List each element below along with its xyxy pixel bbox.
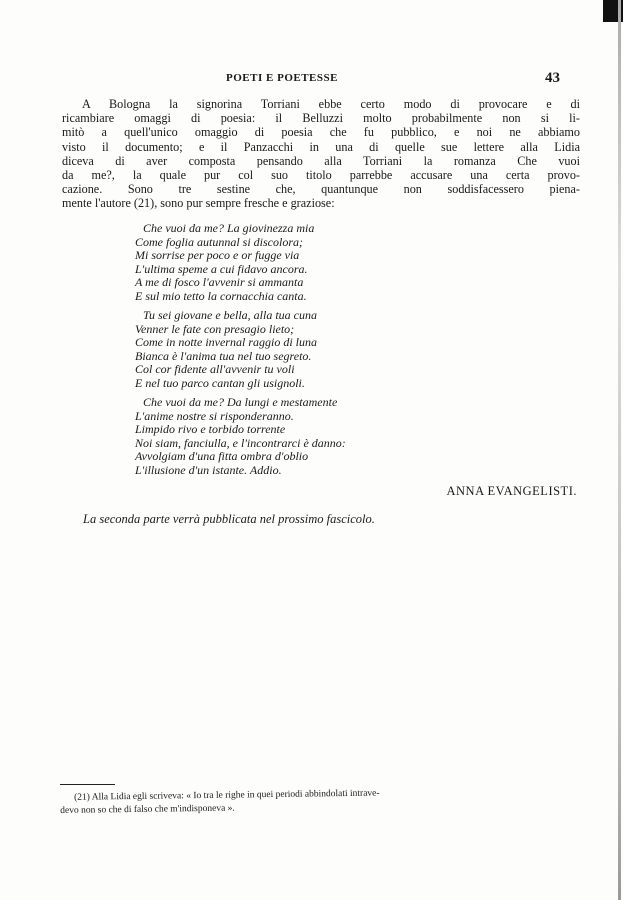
paragraph-line: cazione. Sono tre sestine che, quantunque non soddisfacessero piena- <box>62 182 580 197</box>
verse-line: Avvolgiam d'una fitta ombra d'oblio <box>135 449 309 463</box>
footnote-rule <box>60 784 115 785</box>
verse-line: Bianca è l'anima tua nel tuo segreto. <box>135 348 312 363</box>
paragraph-line: diceva di aver composta pensando alla Torriani la romanza Che vuoi <box>62 153 580 168</box>
footnote <box>60 786 480 818</box>
paragraph-line: A Bologna la signorina Torriani ebbe certo modo di provocare e di <box>82 97 580 111</box>
verse-line: L'ultima speme a cui fidavo ancora. <box>135 261 308 276</box>
footnote-line: devo non so che di falso che m'indisponeva ». <box>60 803 235 816</box>
paragraph-line: mitò a quell'unico omaggio di poesia che fu pubblico, e noi ne abbiamo <box>62 125 580 140</box>
scan-page-edge <box>618 0 621 900</box>
paragraph-line: visto il documento; e il Panzacchi in una di quelle sue lettere alla Lidia <box>62 139 580 154</box>
paragraph-line: ricambiare omaggi di poesia: il Belluzzi molto probabilmente non si li- <box>62 111 580 126</box>
body-paragraph <box>62 97 580 211</box>
verse-line: Come foglia autunnal si discolora; <box>135 234 303 249</box>
running-title: POETI E POETESSE <box>226 72 338 84</box>
paragraph-line: mente l'autore (21), sono pur sempre fresche e graziose: <box>62 196 335 211</box>
verse-line: Venner le fate con presagio lieto; <box>135 321 295 336</box>
verse-line: L'anime nostre si risponderanno. <box>135 408 294 423</box>
verse-line: Noi siam, fanciulla, e l'incontrarci è danno: <box>135 435 346 450</box>
verse-line: Che vuoi da me? Da lungi e mestamente <box>143 395 338 409</box>
verse-line: A me di fosco l'avvenir si ammanta <box>135 275 304 289</box>
verse-line: E nel tuo parco cantan gli usignoli. <box>135 375 305 390</box>
verse-line: Come in notte invernal raggio di luna <box>135 335 317 349</box>
verse-line: Col cor fidente all'avvenir tu voli <box>135 362 295 376</box>
verse-line: Mi sorrise per poco e or fugge via <box>135 248 300 262</box>
verse-line: Tu sei giovane e bella, alla tua cuna <box>143 308 317 322</box>
footnote-line: (21) Alla Lidia egli scriveva: « Io tra le righe in quei periodi abbindolati intrave- <box>74 788 380 803</box>
verse-line: Che vuoi da me? La giovinezza mia <box>143 221 315 235</box>
page-number: 43 <box>545 70 560 86</box>
verse-line: E sul mio tetto la cornacchia canta. <box>135 288 307 303</box>
page-header <box>62 70 580 88</box>
poem-stanza-1 <box>135 222 314 303</box>
verse-line: L'illusione d'un istante. Addio. <box>135 462 282 477</box>
author-signature: ANNA EVANGELISTI. <box>446 484 577 498</box>
paragraph-line: da me?, la quale pur col suo titolo parrebbe accusare una certa provo- <box>62 168 580 183</box>
verse-line: Limpido rivo e torbido torrente <box>135 422 286 436</box>
continuation-note: La seconda parte verrà pubblicata nel prossimo fascicolo. <box>83 512 375 526</box>
poem-stanza-3 <box>135 396 346 477</box>
poem-stanza-2 <box>135 309 317 390</box>
